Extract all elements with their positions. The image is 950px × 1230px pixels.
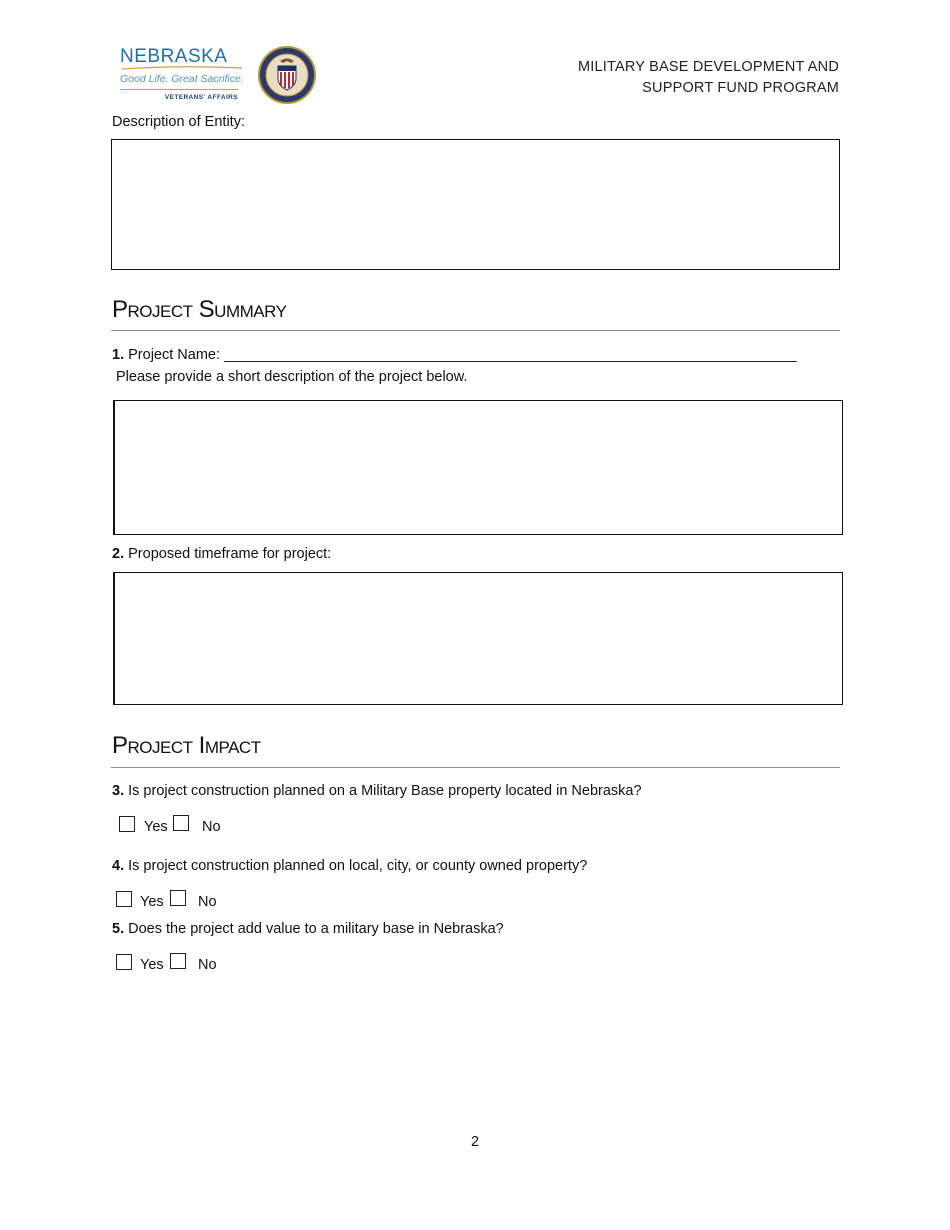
q2-timeframe	[112, 546, 331, 562]
project-impact-heading: Project Impact	[112, 732, 261, 759]
logo-swoosh	[120, 65, 244, 71]
program-title-line2: SUPPORT FUND PROGRAM	[642, 80, 839, 96]
logo-agency: VETERANS' AFFAIRS	[164, 94, 238, 101]
q3-yes-label: Yes	[144, 819, 168, 835]
logo-wordmark: NEBRASKA	[120, 46, 228, 67]
program-title	[578, 57, 839, 99]
logo-rule	[120, 89, 238, 90]
q4-yes-label: Yes	[140, 894, 164, 910]
q5-question	[112, 921, 504, 937]
q5-no-checkbox[interactable]	[170, 953, 186, 969]
q2-number: 2.	[112, 546, 125, 562]
entity-description-box[interactable]	[111, 139, 840, 270]
q1-help-text: Please provide a short description of the project below.	[116, 369, 468, 385]
q3-no-checkbox[interactable]	[173, 815, 189, 831]
page-number: 2	[470, 1134, 480, 1150]
project-summary-heading: Project Summary	[112, 296, 287, 323]
nebraska-logo	[120, 47, 244, 103]
project-summary-rule	[111, 330, 840, 331]
timeframe-box[interactable]	[113, 572, 843, 705]
q3-no-label: No	[202, 819, 221, 835]
q5-text: Does the project add value to a military base in Nebraska?	[128, 921, 504, 937]
q4-no-label: No	[198, 894, 217, 910]
q4-text: Is project construction planned on local, city, or county owned property?	[128, 858, 588, 874]
q3-text: Is project construction planned on a Military Base property located in Nebraska?	[128, 783, 642, 799]
q4-question	[112, 858, 587, 874]
q3-yes-checkbox[interactable]	[119, 816, 135, 832]
project-description-box[interactable]	[113, 400, 843, 535]
q5-no-label: No	[198, 957, 217, 973]
q3-question	[112, 783, 642, 799]
entity-description-label: Description of Entity:	[112, 114, 245, 130]
q1-label: Project Name: _______________________________________________________________________	[128, 347, 797, 363]
logo-tagline: Good Life. Great Sacrifice.	[120, 73, 244, 85]
q5-yes-checkbox[interactable]	[116, 954, 132, 970]
q3-number: 3.	[112, 783, 125, 799]
q4-no-checkbox[interactable]	[170, 890, 186, 906]
project-impact-rule	[111, 767, 840, 768]
q1-number: 1.	[112, 347, 125, 363]
program-title-line1: MILITARY BASE DEVELOPMENT AND	[578, 59, 839, 75]
q2-label: Proposed timeframe for project:	[128, 546, 332, 562]
q5-yes-label: Yes	[140, 957, 164, 973]
q4-number: 4.	[112, 858, 125, 874]
q4-yes-checkbox[interactable]	[116, 891, 132, 907]
q1-project-name[interactable]	[112, 347, 797, 363]
veterans-affairs-seal-icon	[258, 46, 316, 104]
q5-number: 5.	[112, 921, 125, 937]
